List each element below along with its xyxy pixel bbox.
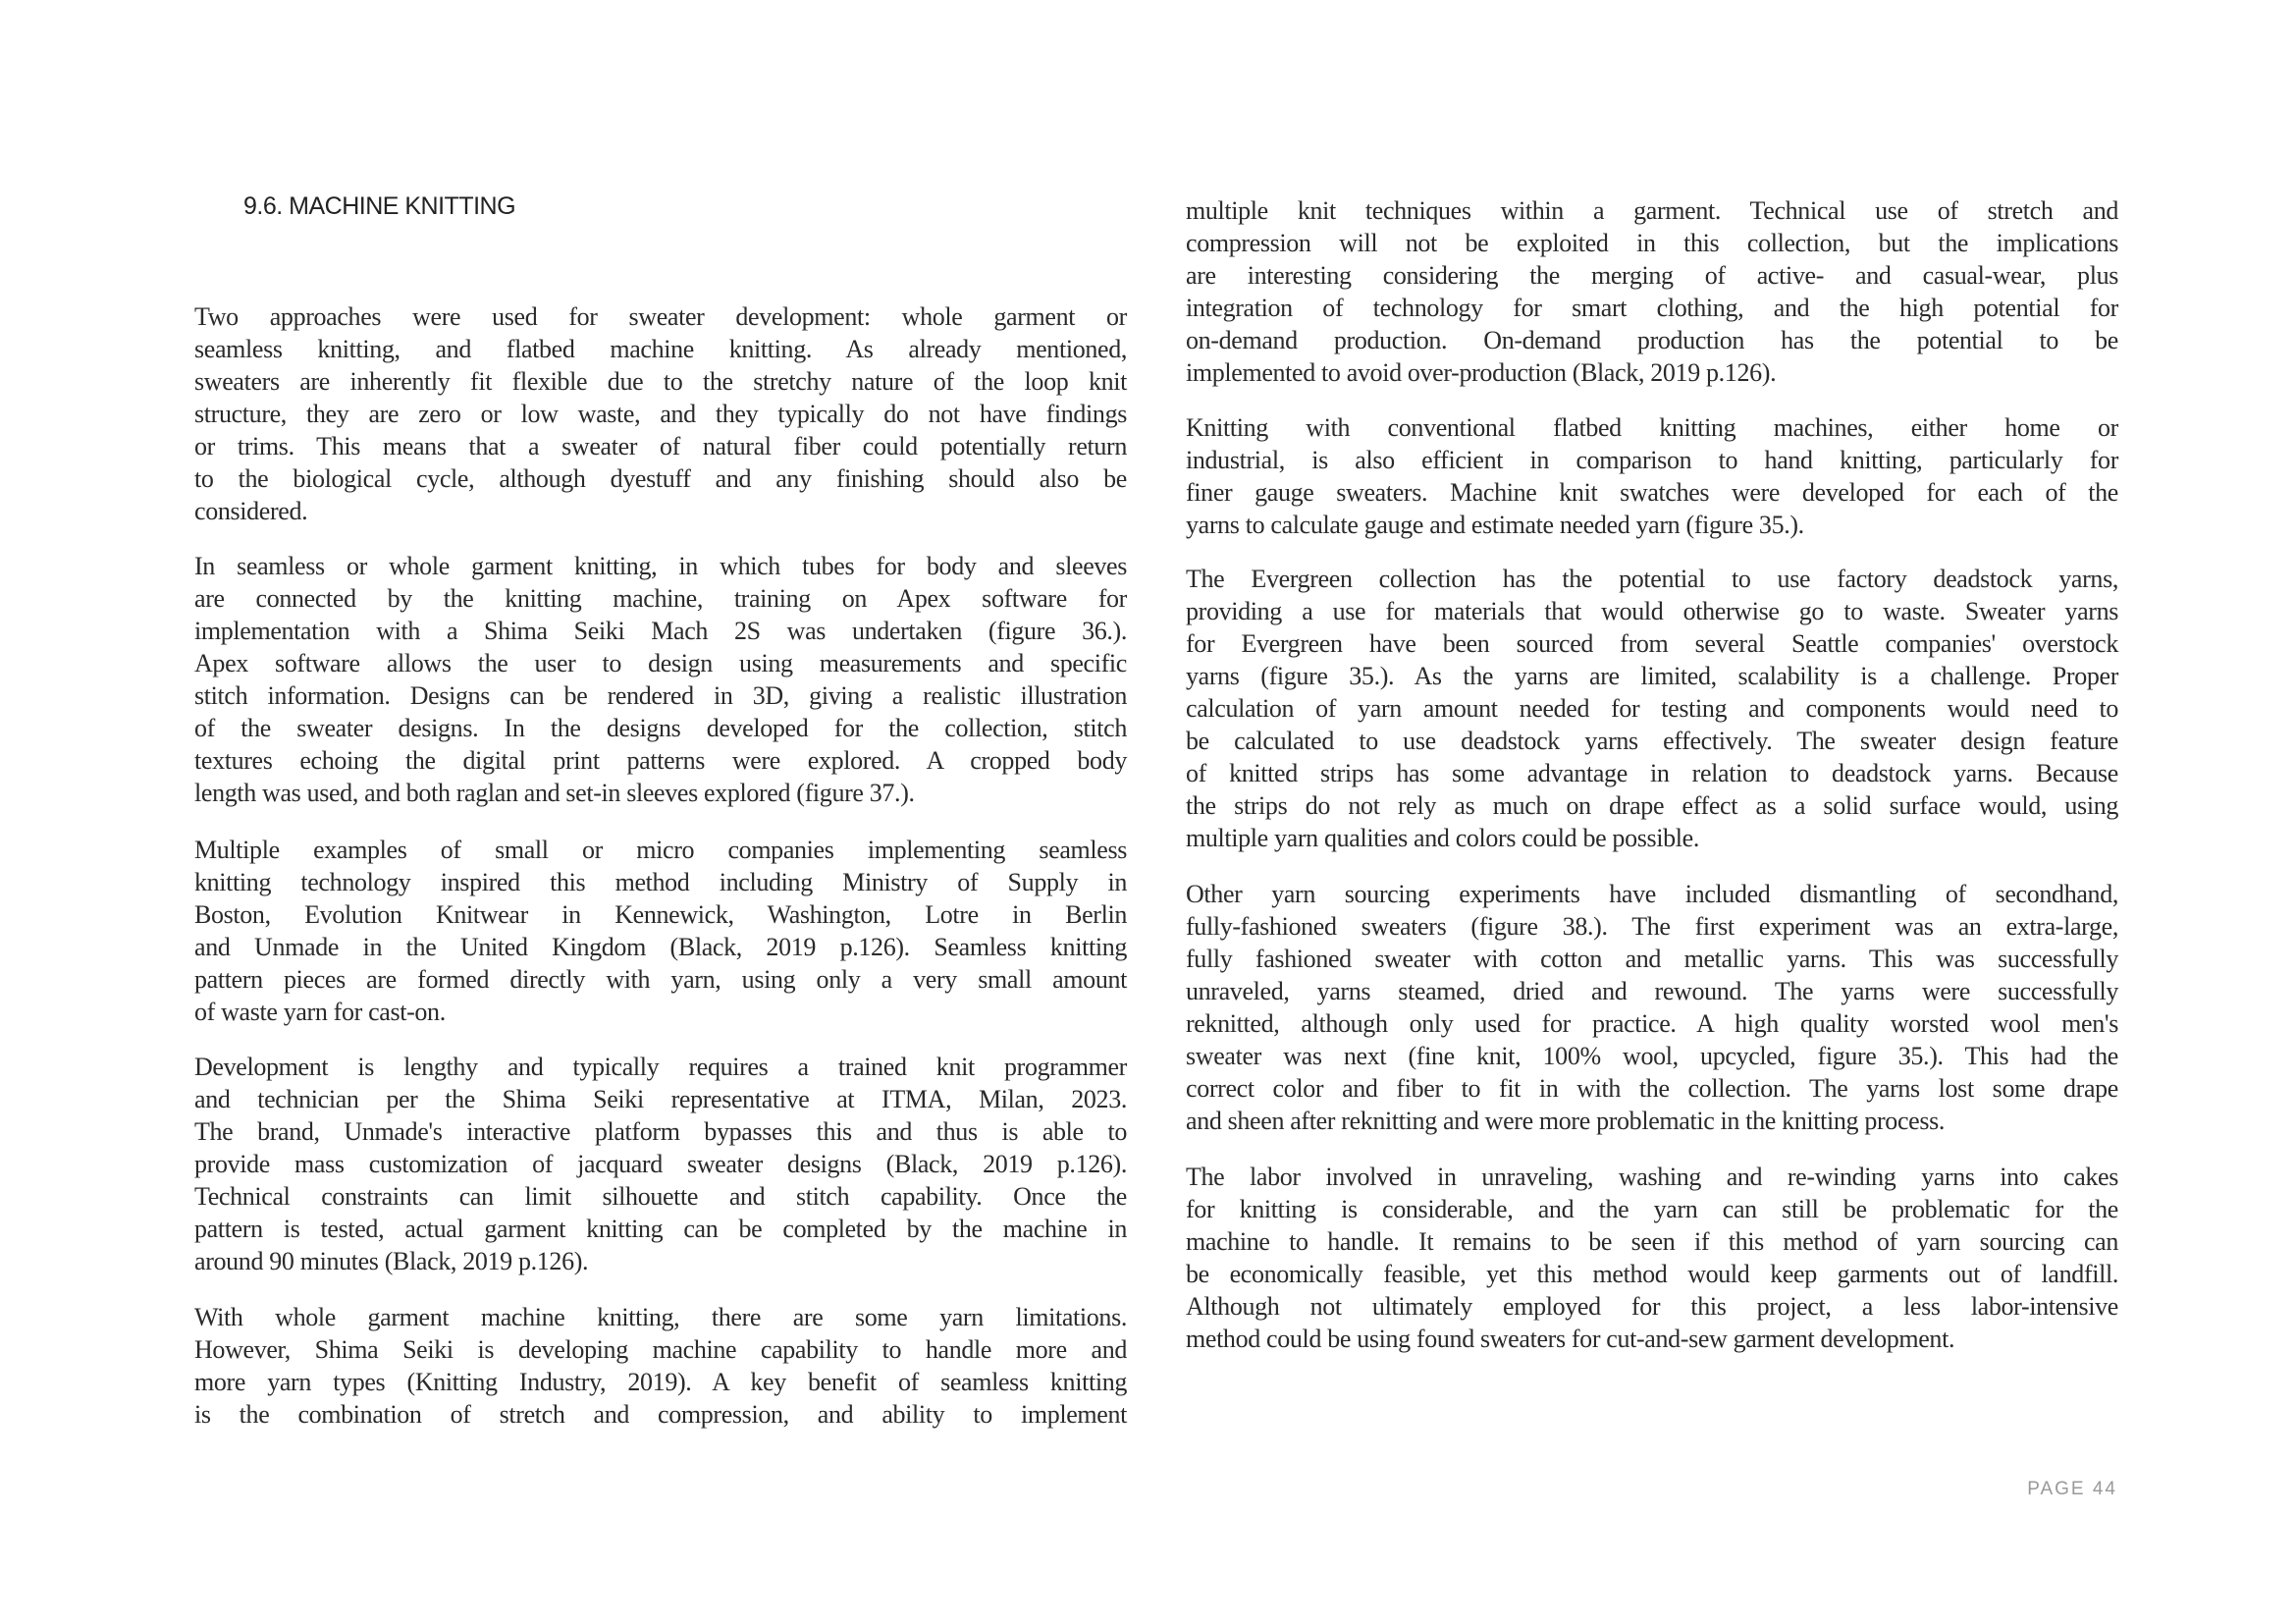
text-line: the strips do not rely as much on drape effect as a solid surface would, using (1186, 791, 2118, 820)
text-line: or trims. This means that a sweater of natural fiber could potentially return (194, 432, 1127, 460)
text-line: calculation of yarn amount needed for testing and components would need to (1186, 694, 2118, 723)
text-line: Development is lengthy and typically requires a trained knit programmer (194, 1053, 1127, 1081)
text-line: multiple yarn qualities and colors could be possible. (1186, 824, 1700, 852)
text-line: Technical constraints can limit silhouette and stitch capability. Once the (194, 1182, 1127, 1211)
paragraph (194, 300, 1127, 527)
text-line: unraveled, yarns steamed, dried and rewound. The yarns were successfully (1186, 977, 2118, 1005)
text-line: be economically feasible, yet this method would keep garments out of landfill. (1186, 1260, 2118, 1288)
text-line: The Evergreen collection has the potential to use factory deadstock yarns, (1186, 565, 2118, 593)
text-line: sweaters are inherently fit flexible due to the stretchy nature of the loop knit (194, 367, 1127, 396)
text-line: and sheen after reknitting and were more problematic in the knitting process. (1186, 1107, 1946, 1135)
text-line: With whole garment machine knitting, there are some yarn limitations. (194, 1303, 1127, 1331)
paragraph (1186, 411, 2118, 541)
text-line: implementation with a Shima Seiki Mach 2S was undertaken (figure 36.). (194, 617, 1127, 645)
text-line: to the biological cycle, although dyestuff and any finishing should also be (194, 464, 1127, 493)
text-line: for Evergreen have been sourced from several Seattle companies' overstock (1186, 629, 2118, 658)
text-line: fully fashioned sweater with cotton and metallic yarns. This was successfully (1186, 945, 2118, 973)
text-line: integration of technology for smart clothing, and the high potential for (1186, 294, 2118, 322)
text-line: are interesting considering the merging of active- and casual-wear, plus (1186, 261, 2118, 290)
text-line: method could be using found sweaters for cut-and-sew garment development. (1186, 1325, 1955, 1353)
text-line: provide mass customization of jacquard sweater designs (Black, 2019 p.126). (194, 1150, 1127, 1178)
text-line: However, Shima Seiki is developing machine capability to handle more and (194, 1335, 1127, 1364)
text-line: pattern pieces are formed directly with yarn, using only a very small amount (194, 965, 1127, 994)
text-line: seamless knitting, and flatbed machine knitting. As already mentioned, (194, 335, 1127, 363)
paragraph (194, 550, 1127, 809)
paragraph (194, 834, 1127, 1028)
text-line: reknitted, although only used for practice. A high quality worsted wool men's (1186, 1009, 2118, 1038)
text-line: knitting technology inspired this method including Ministry of Supply in (194, 868, 1127, 896)
text-line: Boston, Evolution Knitwear in Kennewick, Washington, Lotre in Berlin (194, 900, 1127, 929)
text-line: The brand, Unmade's interactive platform bypasses this and thus is able to (194, 1117, 1127, 1146)
text-line: multiple knit techniques within a garment. Technical use of stretch and (1186, 196, 2118, 225)
text-line: are connected by the knitting machine, training on Apex software for (194, 584, 1127, 613)
text-line: Multiple examples of small or micro companies implementing seamless (194, 836, 1127, 864)
text-line: of the sweater designs. In the designs developed for the collection, stitch (194, 714, 1127, 742)
text-line: be calculated to use deadstock yarns effectively. The sweater design feature (1186, 727, 2118, 755)
text-line: and technician per the Shima Seiki representative at ITMA, Milan, 2023. (194, 1085, 1127, 1113)
text-line: industrial, is also efficient in comparison to hand knitting, particularly for (1186, 446, 2118, 474)
paragraph (1186, 563, 2118, 854)
text-line: Knitting with conventional flatbed knitting machines, either home or (1186, 413, 2118, 442)
text-line: stitch information. Designs can be rendered in 3D, giving a realistic illustration (194, 681, 1127, 710)
text-line: fully-fashioned sweaters (figure 38.). The first experiment was an extra-large, (1186, 912, 2118, 941)
paragraph (194, 1051, 1127, 1277)
text-line: is the combination of stretch and compression, and ability to implement (194, 1400, 1127, 1429)
text-line: length was used, and both raglan and set-in sleeves explored (figure 37.). (194, 779, 915, 807)
paragraph (1186, 878, 2118, 1137)
text-line: of waste yarn for cast-on. (194, 998, 446, 1026)
text-line: for knitting is considerable, and the yarn can still be problematic for the (1186, 1195, 2118, 1223)
paragraph (1186, 1161, 2118, 1355)
text-line: structure, they are zero or low waste, and they typically do not have findings (194, 400, 1127, 428)
text-line: machine to handle. It remains to be seen if this method of yarn sourcing can (1186, 1227, 2118, 1256)
text-line: around 90 minutes (Black, 2019 p.126). (194, 1247, 589, 1275)
text-line: yarns (figure 35.). As the yarns are limited, scalability is a challenge. Proper (1186, 662, 2118, 690)
text-line: In seamless or whole garment knitting, in which tubes for body and sleeves (194, 552, 1127, 580)
text-line: of knitted strips has some advantage in relation to deadstock yarns. Because (1186, 759, 2118, 787)
text-line: Two approaches were used for sweater development: whole garment or (194, 302, 1127, 331)
text-line: pattern is tested, actual garment knitting can be completed by the machine in (194, 1215, 1127, 1243)
text-line: textures echoing the digital print patterns were explored. A cropped body (194, 746, 1127, 775)
page-number: PAGE 44 (2027, 1479, 2117, 1499)
text-line: Other yarn sourcing experiments have included dismantling of secondhand, (1186, 880, 2118, 908)
text-line: sweater was next (fine knit, 100% wool, upcycled, figure 35.). This had the (1186, 1042, 2118, 1070)
text-line: and Unmade in the United Kingdom (Black, 2019 p.126). Seamless knitting (194, 933, 1127, 961)
text-line: providing a use for materials that would otherwise go to waste. Sweater yarns (1186, 597, 2118, 625)
text-line: more yarn types (Knitting Industry, 2019). A key benefit of seamless knitting (194, 1368, 1127, 1396)
text-line: Apex software allows the user to design using measurements and specific (194, 649, 1127, 677)
text-line: considered. (194, 497, 308, 525)
paragraph (1186, 194, 2118, 389)
text-line: finer gauge sweaters. Machine knit swatches were developed for each of the (1186, 478, 2118, 507)
text-line: implemented to avoid over-production (Black, 2019 p.126). (1186, 358, 1777, 387)
text-line: correct color and fiber to fit in with the collection. The yarns lost some drape (1186, 1074, 2118, 1103)
paragraph (194, 1301, 1127, 1431)
text-line: Although not ultimately employed for this project, a less labor-intensive (1186, 1292, 2118, 1321)
text-line: The labor involved in unraveling, washing and re-winding yarns into cakes (1186, 1163, 2118, 1191)
section-heading: 9.6. MACHINE KNITTING (243, 192, 516, 220)
text-line: compression will not be exploited in this collection, but the implications (1186, 229, 2118, 257)
text-line: yarns to calculate gauge and estimate needed yarn (figure 35.). (1186, 511, 1804, 539)
text-line: on-demand production. On-demand production has the potential to be (1186, 326, 2118, 354)
